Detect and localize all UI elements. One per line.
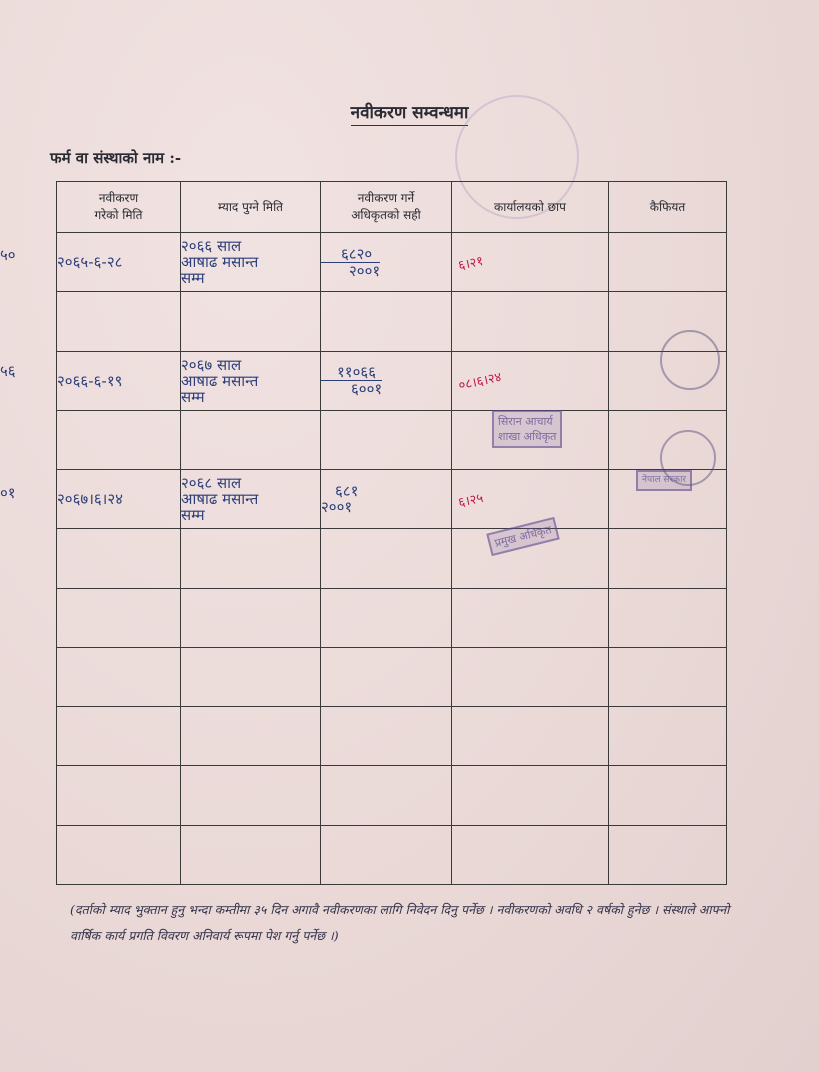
office-stamp-cell <box>452 470 609 529</box>
renewal-date-cell: २०६७।६।२४ <box>57 470 181 529</box>
table-row <box>57 292 727 351</box>
stamp-signature: ०८।६।२४ <box>457 370 503 394</box>
stamp-signature: ६।२१ <box>456 253 485 274</box>
table-row <box>57 647 727 706</box>
table-row <box>57 233 727 292</box>
margin-number: ५० <box>0 246 16 264</box>
officer-signature-cell: ६८१ २००१ <box>321 470 452 529</box>
officer-signature-cell: ११०६६ ६००१ <box>321 351 452 410</box>
margin-number: ५६ <box>0 362 16 380</box>
office-stamp-cell <box>452 351 609 410</box>
expiry-date-cell: २०६७ साल आषाढ मसान्त सम्म <box>181 351 321 410</box>
header-office-stamp: कार्यालयको छाप <box>452 182 609 233</box>
expiry-date-cell: २०६६ साल आषाढ मसान्त सम्म <box>181 233 321 292</box>
header-officer-signature: नवीकरण गर्ने अधिकृतको सही <box>321 182 452 233</box>
table-row <box>57 588 727 647</box>
remarks-cell <box>609 233 727 292</box>
chief-officer-stamp: प्रमुख अधिकृत <box>486 517 560 556</box>
table-row <box>57 707 727 766</box>
header-renewal-date: नवीकरण गरेको मिति <box>57 182 181 233</box>
document-title: नवीकरण सम्वन्धमा <box>0 100 819 123</box>
table-header-row <box>57 182 727 233</box>
table-row <box>57 470 727 529</box>
government-office-stamp: नेपाल सरकार <box>636 470 692 491</box>
renewal-date-cell: २०६५-६-२८ <box>57 233 181 292</box>
header-expiry-date: म्याद पुग्ने मिति <box>181 182 321 233</box>
margin-number: ०१ <box>0 484 16 502</box>
footnote-text: (दर्ताको म्याद भुक्तान हुनु भन्दा कम्तीमा ३५ दिन अगावै नवीकरणका लागि निवेदन दिनु पर्नेछ । नवीकरणको अवधि २ वर्षको हुनेछ । संस्थाले आफ्नो वार्षिक कार्य प्रगति विवरण अनिवार्य रूपमा पेश गर्नु पर्नेछ ।) <box>70 902 730 943</box>
renewal-table <box>56 181 727 885</box>
form-name-label: फर्म वा संस्थाको नाम :- <box>50 149 182 167</box>
expiry-date-cell: २०६८ साल आषाढ मसान्त सम्म <box>181 470 321 529</box>
renewal-date-cell: २०६६-६-१९ <box>57 351 181 410</box>
officer-name-stamp: सिरान आचार्य शाखा अधिकृत <box>492 410 562 448</box>
table-row <box>57 410 727 469</box>
header-remarks: कैफियत <box>609 182 727 233</box>
government-seal-icon <box>660 330 720 390</box>
table-row <box>57 766 727 825</box>
officer-signature-cell: ६८२० २००१ <box>321 233 452 292</box>
office-stamp-cell <box>452 233 609 292</box>
table-row <box>57 351 727 410</box>
stamp-signature: ६।२५ <box>456 490 485 511</box>
table-row <box>57 529 727 588</box>
table-row <box>57 825 727 884</box>
